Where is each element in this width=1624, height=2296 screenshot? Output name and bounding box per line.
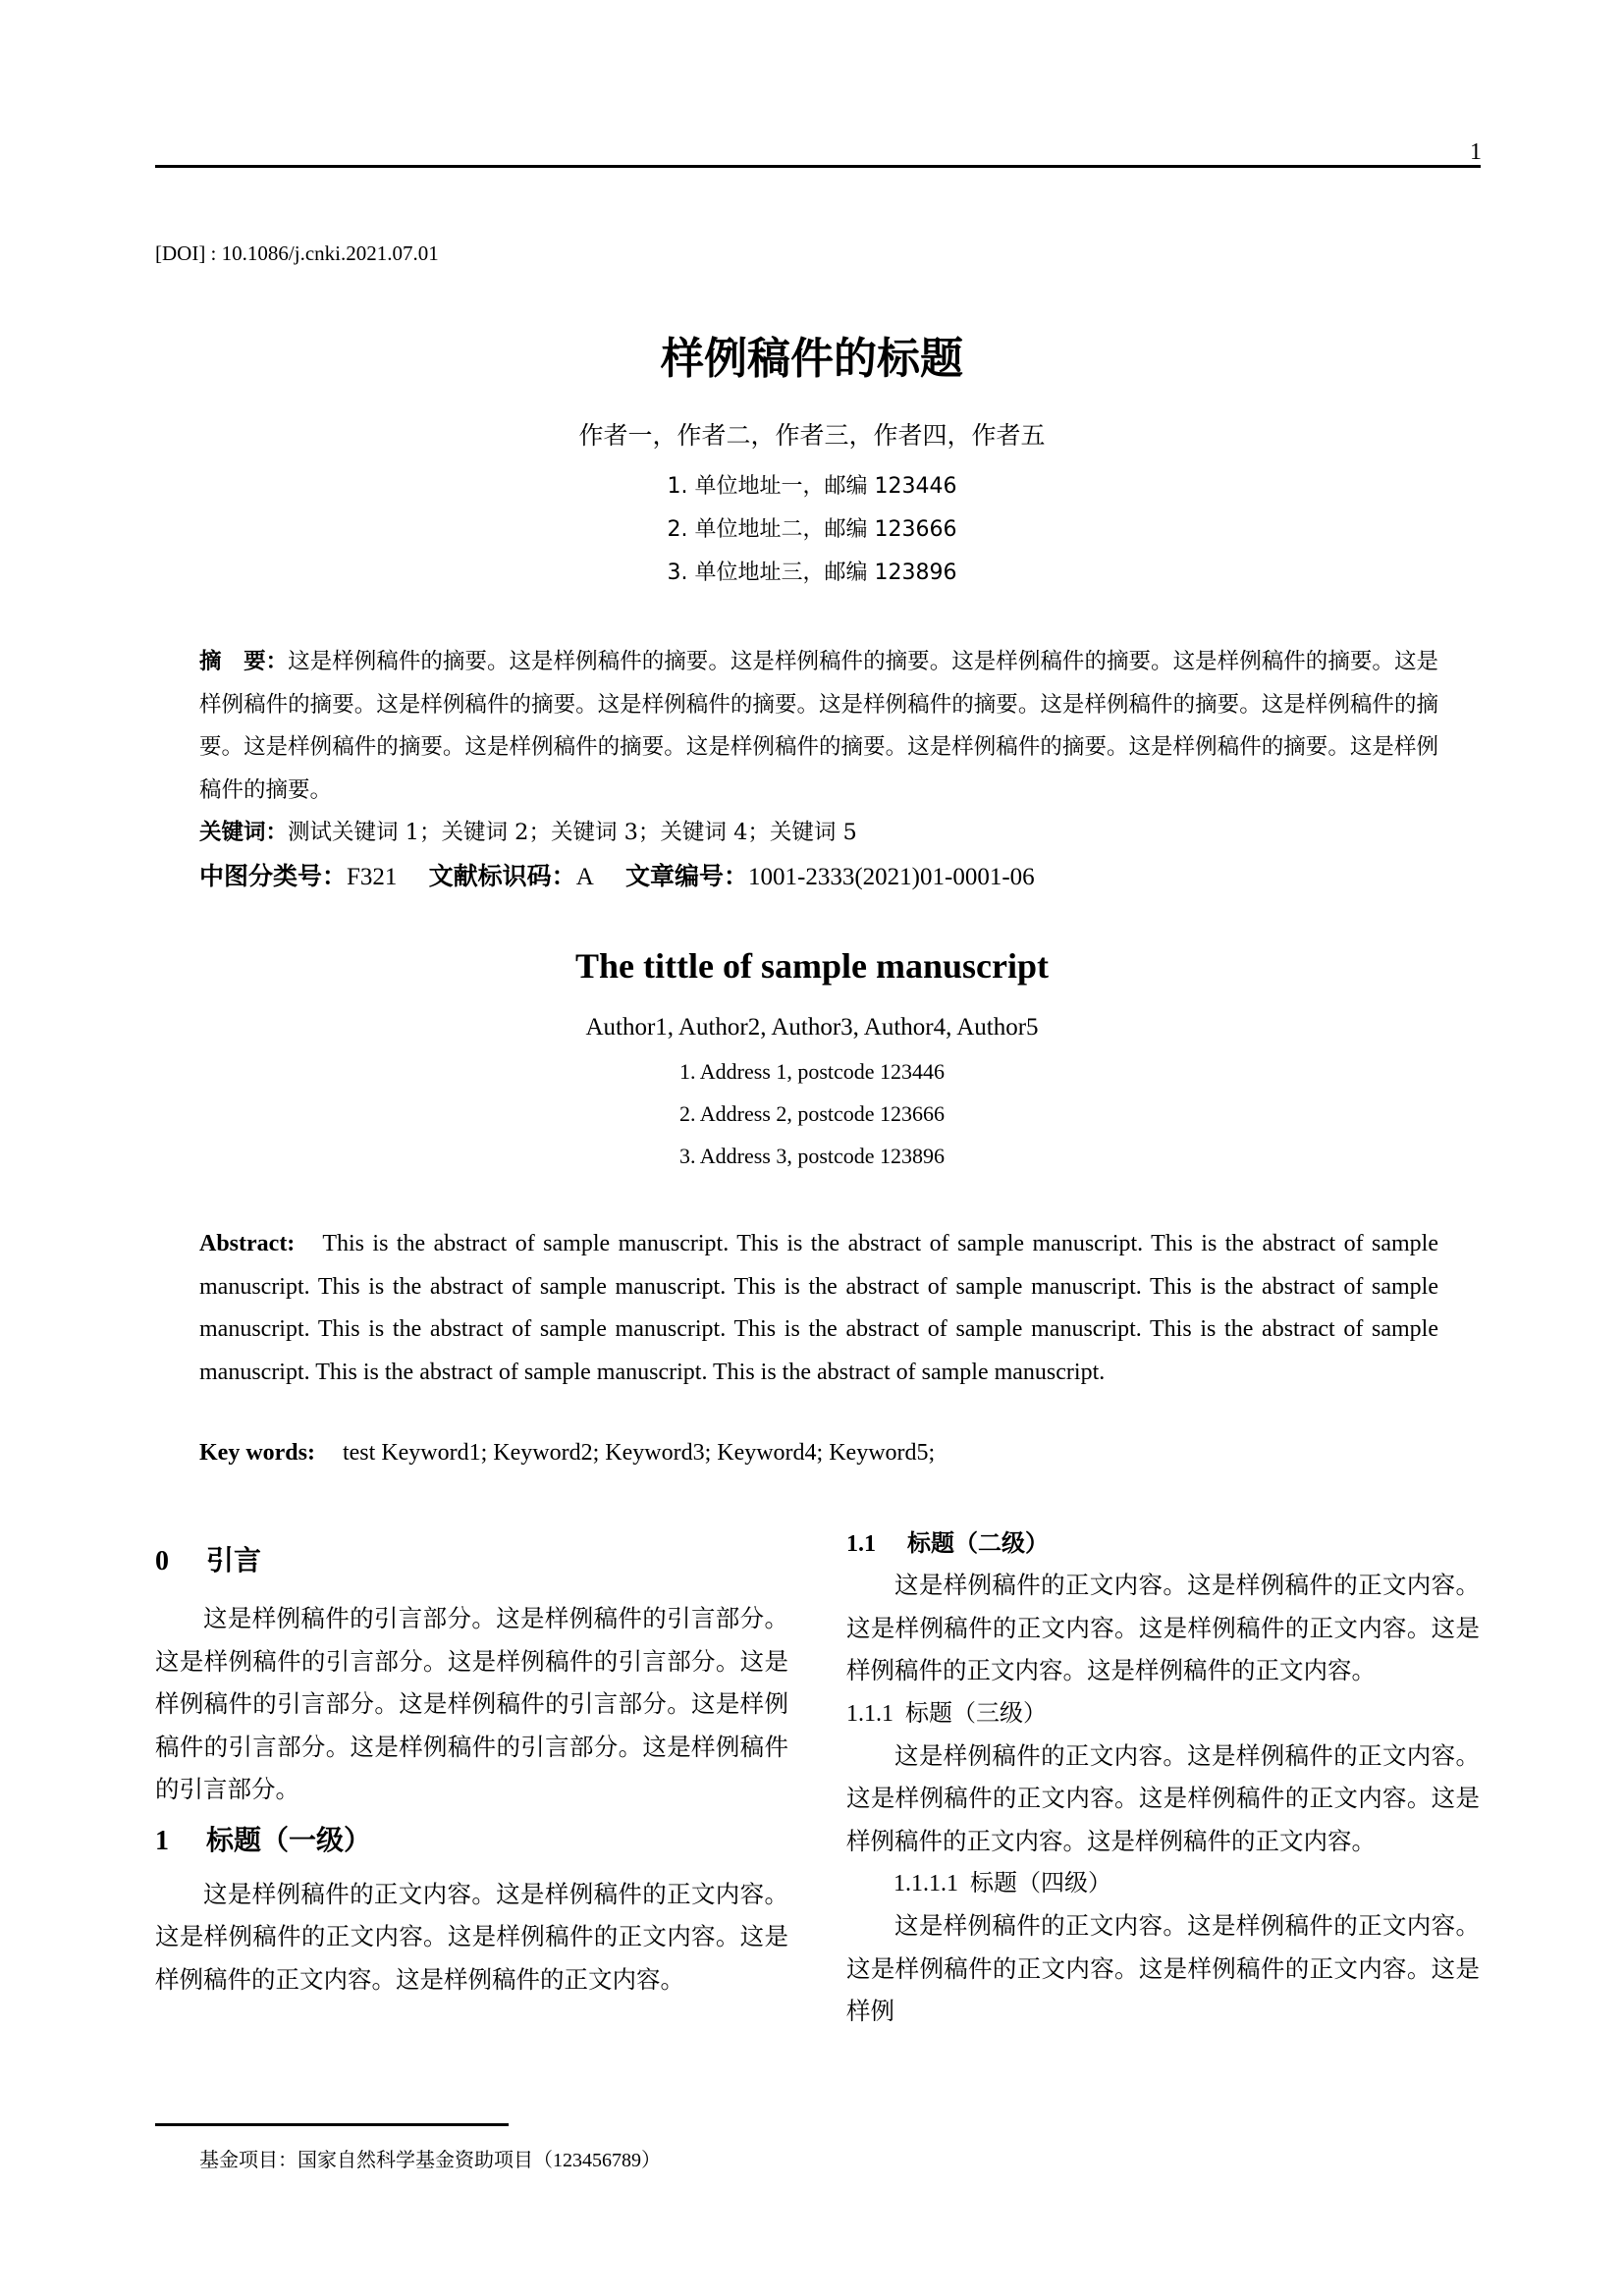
en-address-1: 1. Address 1, postcode 123446 — [678, 1059, 946, 1084]
level1-paragraph: 这是样例稿件的正文内容。这是样例稿件的正文内容。这是样例稿件的正文内容。这是样例稿件的正文内容。这是样例稿件的正文内容。这是样例稿件的正文内容。 — [155, 1879, 788, 1994]
en-address-3: 3. Address 3, postcode 123896 — [678, 1144, 946, 1168]
header-rule — [155, 165, 1481, 168]
section-heading-level3 — [846, 1692, 1480, 1735]
page-number: 1 — [1470, 139, 1482, 165]
doc-code-label: 文献标识码： — [428, 862, 576, 890]
section-title: 标题（一级） — [206, 1823, 372, 1856]
cn-address-3: 3. 单位地址三，邮编 123896 — [667, 561, 957, 585]
en-authors: Author1, Author2, Author3, Author4, Author5 — [585, 1014, 1039, 1041]
cn-abstract — [199, 641, 1438, 812]
level4-paragraph: 这是样例稿件的正文内容。这是样例稿件的正文内容。这是样例稿件的正文内容。这是样例稿件的正文内容。这是样例 — [846, 1911, 1480, 2025]
footnote-text: 国家自然科学基金资助项目（ — [298, 2148, 553, 2171]
footnote-number: 123456789 — [553, 2150, 641, 2171]
en-keywords-text: test Keyword1; Keyword2; Keyword3; Keyword4; Keyword5; — [342, 1440, 936, 1466]
section-number: 0 — [155, 1546, 169, 1576]
section-number: 1.1.1.1 — [893, 1871, 958, 1896]
section-heading-intro — [155, 1541, 788, 1581]
section-heading-level1 — [155, 1821, 788, 1861]
en-keywords-label: Key words: — [199, 1440, 315, 1466]
section-number: 1.1.1 — [846, 1700, 893, 1727]
section-title: 标题（三级） — [905, 1698, 1047, 1727]
footnote-close: ） — [641, 2148, 661, 2171]
en-address-2: 2. Address 2, postcode 123666 — [678, 1101, 946, 1126]
cn-abstract-text: 这是样例稿件的摘要。这是样例稿件的摘要。这是样例稿件的摘要。这是样例稿件的摘要。这是样例稿件的摘要。这是样例稿件的摘要。这是样例稿件的摘要。这是样例稿件的摘要。这是样例稿件的摘要。这是样例稿件的摘要。这是样例稿件的摘要。这是样例稿件的摘要。这是样例稿件的摘要。这是样例稿件的摘要。这是样例稿件的摘要。这是样例稿件的摘要。这是样例稿件的摘要。 — [199, 649, 1438, 803]
funding-footnote — [199, 2146, 661, 2174]
cn-address-1: 1. 单位地址一，邮编 123446 — [667, 474, 957, 499]
en-title: The tittle of sample manuscript — [575, 946, 1049, 986]
doc-code-value: A — [575, 864, 594, 890]
cn-title: 样例稿件的标题 — [661, 334, 963, 384]
classification-label: 中图分类号： — [199, 862, 348, 890]
cn-keywords-label: 关键词： — [199, 820, 289, 845]
section-title: 标题（二级） — [907, 1529, 1049, 1557]
cn-abstract-label: 摘 要： — [199, 649, 289, 674]
en-abstract — [199, 1223, 1438, 1394]
left-column — [155, 1541, 788, 2001]
footnote-label: 基金项目： — [199, 2148, 298, 2171]
cn-address-2: 2. 单位地址二，邮编 123666 — [667, 517, 957, 542]
cn-keywords — [199, 813, 1438, 852]
en-abstract-label: Abstract: — [199, 1231, 296, 1256]
doi: [DOI] : 10.1086/j.cnki.2021.07.01 — [155, 241, 439, 265]
article-no-label: 文章编号： — [625, 862, 749, 890]
level2-paragraph: 这是样例稿件的正文内容。这是样例稿件的正文内容。这是样例稿件的正文内容。这是样例稿件的正文内容。这是样例稿件的正文内容。这是样例稿件的正文内容。 — [846, 1571, 1480, 1684]
section-number: 1.1 — [846, 1531, 876, 1557]
section-title: 标题（四级） — [970, 1869, 1111, 1896]
cn-keywords-text: 测试关键词 1；关键词 2；关键词 3；关键词 4；关键词 5 — [288, 820, 857, 845]
level3-paragraph: 这是样例稿件的正文内容。这是样例稿件的正文内容。这是样例稿件的正文内容。这是样例稿件的正文内容。这是样例稿件的正文内容。这是样例稿件的正文内容。 — [846, 1740, 1480, 1855]
classification-line — [199, 857, 1438, 897]
right-column — [846, 1523, 1480, 2033]
intro-paragraph: 这是样例稿件的引言部分。这是样例稿件的引言部分。这是样例稿件的引言部分。这是样例稿件的引言部分。这是样例稿件的引言部分。这是样例稿件的引言部分。这是样例稿件的引言部分。这是样例稿件的引言部分。这是样例稿件的引言部分。 — [155, 1604, 788, 1803]
footnote-rule — [155, 2123, 509, 2126]
en-abstract-text: This is the abstract of sample manuscript. This is the abstract of sample manuscript. This is the abstract of sample manuscript. This is the abstract of sample manuscript. This is the abstract of sample manuscript. This is the abstract of sample manuscript. This is the abstract of sample manuscript. This is the abstract of sample manuscript. This is the abstract of sample manuscript. This is the abstract of sample manuscript. This is the abstract of sample manuscript. — [199, 1231, 1438, 1385]
section-heading-level4 — [846, 1862, 1480, 1904]
section-title: 引言 — [206, 1544, 262, 1576]
en-keywords — [199, 1436, 1438, 1469]
article-no-value: 1001-2333(2021)01-0001-06 — [748, 864, 1035, 890]
section-heading-level2 — [846, 1523, 1480, 1564]
classification-value: F321 — [347, 864, 398, 890]
section-number: 1 — [155, 1825, 169, 1856]
cn-authors: 作者一，作者二，作者三，作者四，作者五 — [578, 421, 1046, 450]
